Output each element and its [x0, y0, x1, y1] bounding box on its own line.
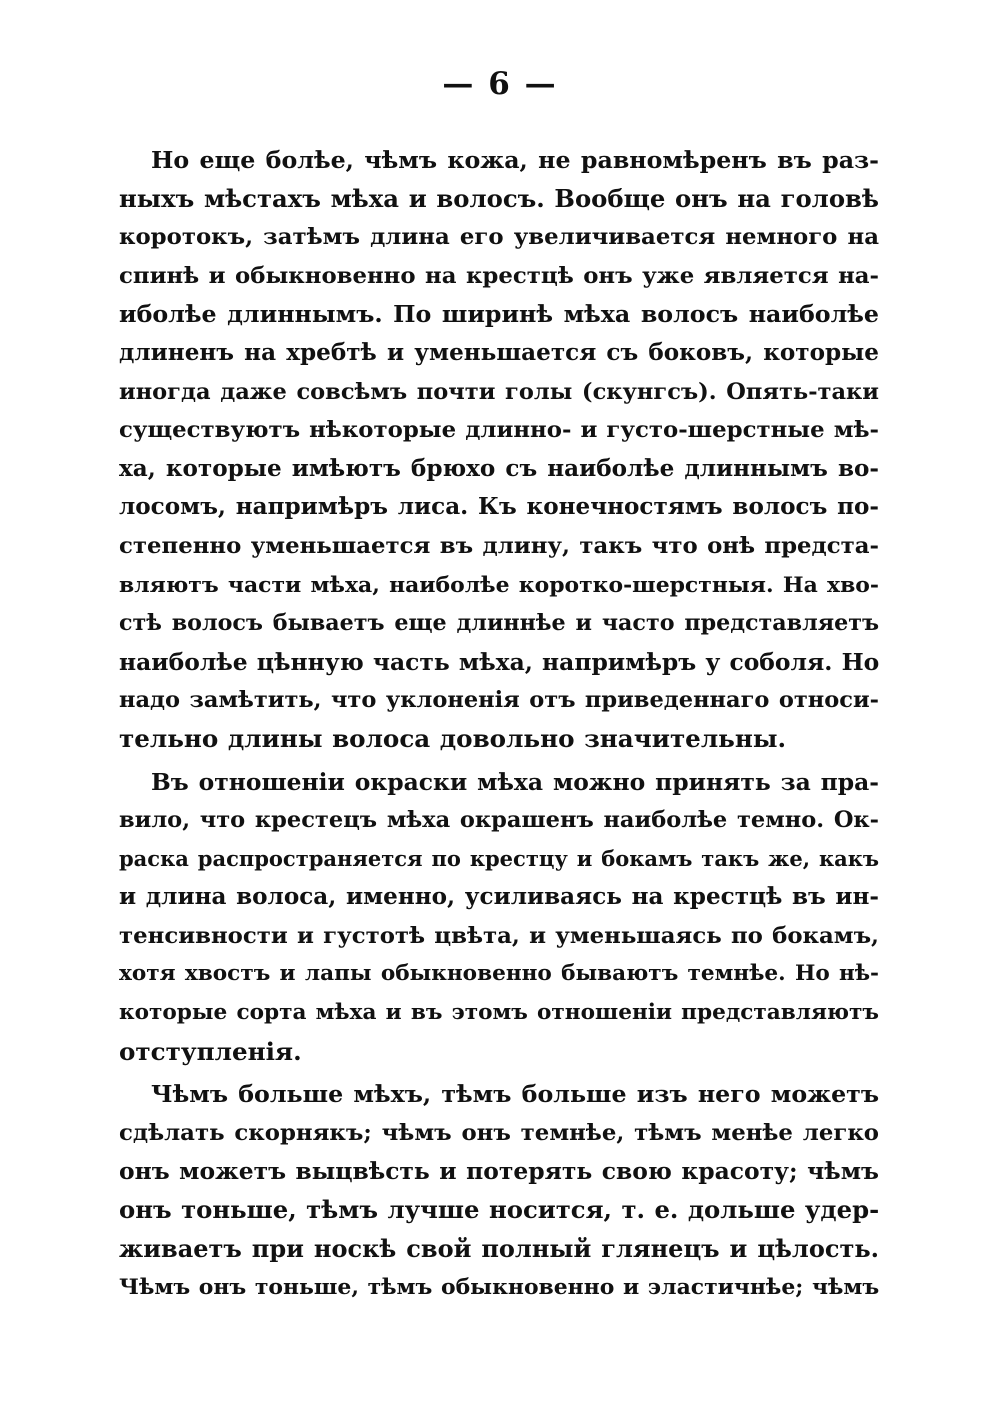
text-line: наиболѣе цѣнную часть мѣха, напримѣръ у соболя. Но [119, 647, 880, 676]
page-number: — 6 — [442, 66, 558, 102]
text-line: вляютъ части мѣха, наиболѣе коротко-шерстныя. На хво- [119, 571, 879, 598]
text-line: стѣ волосъ бываетъ еще длиннѣе и часто представляетъ [119, 610, 879, 637]
body-text [119, 141, 879, 1307]
text-line: ныхъ мѣстахъ мѣха и волосъ. Вообще онъ на головѣ [119, 183, 879, 213]
text-line: и длина волоса, именно, усиливаясь на крестцѣ въ ин- [119, 883, 879, 911]
text-line: существуютъ нѣкоторые длинно- и густо-шерстные мѣ- [119, 417, 879, 444]
text-line: длиненъ на хребтѣ и уменьшается съ боковъ, которые [119, 338, 879, 366]
text-line: Въ отношеніи окраски мѣха можно принять за пра- [151, 767, 879, 796]
text-line: Чѣмъ онъ тоньше, тѣмъ обыкновенно и эластичнѣе; чѣмъ [119, 1274, 880, 1301]
text-line: иболѣе длиннымъ. По ширинѣ мѣха волосъ наиболѣе [119, 300, 879, 329]
text-line: онъ можетъ выцвѣсть и потерять свою красоту; чѣмъ [119, 1157, 879, 1186]
text-line: Чѣмъ больше мѣхъ, тѣмъ больше изъ него можетъ [151, 1080, 879, 1109]
text-line: онъ тоньше, тѣмъ лучше носится, т. е. дольше удер- [119, 1195, 880, 1225]
text-line: тенсивности и густотѣ цвѣта, и уменьшаясь по бокамъ, [119, 922, 879, 949]
text-line: Но еще болѣе, чѣмъ кожа, не равномѣренъ въ раз- [151, 146, 879, 174]
text-line: степенно уменьшается въ длину, такъ что онѣ предста- [119, 532, 879, 559]
text-line: сдѣлать скорнякъ; чѣмъ онъ темнѣе, тѣмъ менѣе легко [119, 1119, 879, 1146]
text-line: хотя хвостъ и лапы обыкновенно бываютъ темнѣе. Но нѣ- [119, 961, 879, 987]
text-line: иногда даже совсѣмъ почти голы (скунгсъ). Опять-таки [119, 378, 879, 405]
paragraph-fur-hair-length [119, 141, 879, 759]
paragraph-fur-quality [119, 1075, 879, 1307]
text-line: ха, которые имѣютъ брюхо съ наиболѣе длиннымъ во- [119, 454, 879, 482]
text-line: раска распространяется по крестцу и бокамъ такъ же, какъ [119, 845, 879, 871]
paragraph-fur-coloring [119, 763, 879, 1072]
text-line: которые сорта мѣха и въ этомъ отношеніи представляютъ [119, 1000, 879, 1026]
text-line: коротокъ, затѣмъ длина его увеличивается немного на [119, 224, 879, 251]
text-line: тельно длины волоса довольно значительны. [119, 723, 787, 753]
text-line: живаетъ при носкѣ свой полный глянецъ и цѣлость. [119, 1233, 879, 1263]
text-line: спинѣ и обыкновенно на крестцѣ онъ уже является на- [119, 262, 879, 289]
text-line: лосомъ, напримѣръ лиса. Къ конечностямъ волосъ по- [119, 493, 879, 521]
text-line: надо замѣтить, что уклоненія отъ приведеннаго относи- [119, 687, 879, 714]
text-line: вило, что крестецъ мѣха окрашенъ наиболѣе темно. Ок- [119, 807, 879, 834]
text-line: отступленія. [119, 1036, 302, 1066]
